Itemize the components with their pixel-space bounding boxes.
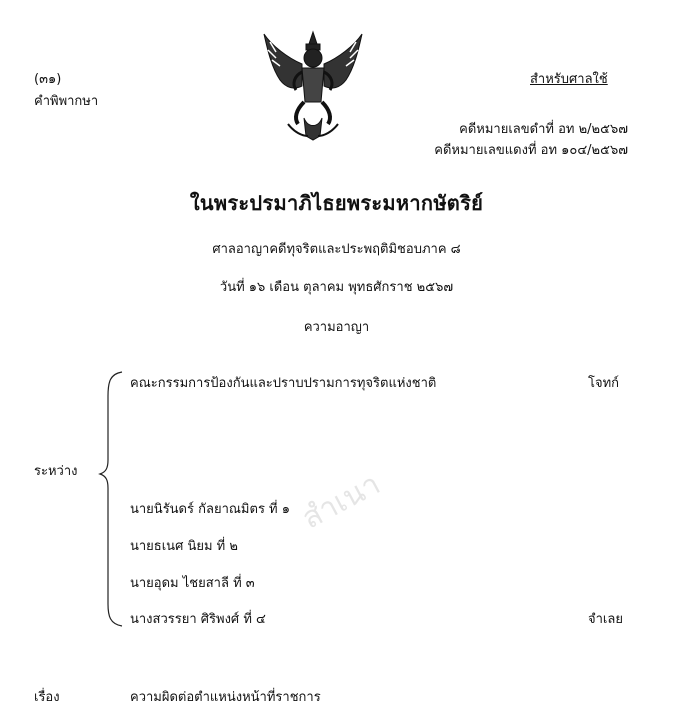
- subject-label: เรื่อง: [34, 690, 60, 705]
- defendant-4: นางสวรรยา ศิริพงศ์ ที่ ๔: [130, 612, 266, 627]
- court-use-label: สำหรับศาลใช้: [530, 72, 608, 87]
- garuda-emblem-icon: [258, 28, 368, 143]
- copy-watermark: สำเนา: [296, 466, 387, 537]
- defendant-3: นายอุดม ไชยสาลี ที่ ๓: [130, 576, 255, 591]
- between-label: ระหว่าง: [34, 464, 78, 479]
- form-number: (๓๑): [34, 72, 62, 87]
- court-name: ศาลอาญาคดีทุจริตและประพฤติมิชอบภาค ๘: [212, 242, 461, 257]
- page-title: ในพระปรมาภิไธยพระมหากษัตริย์: [189, 191, 484, 215]
- form-title: คำพิพากษา: [34, 94, 99, 109]
- defendant-role: จำเลย: [588, 612, 623, 627]
- subject-text: ความผิดต่อตำแหน่งหน้าที่ราชการ: [130, 690, 321, 705]
- plaintiff-name: คณะกรรมการป้องกันและปราบปรามการทุจริตแห่งชาติ: [130, 376, 437, 391]
- parties-brace: [98, 368, 128, 630]
- red-case-number: คดีหมายเลขแดงที่ อท ๑๐๔/๒๕๖๗: [434, 143, 628, 158]
- black-case-number: คดีหมายเลขดำที่ อท ๒/๒๕๖๗: [459, 122, 628, 137]
- case-type: ความอาญา: [303, 320, 370, 335]
- defendant-2: นายธเนศ นิยม ที่ ๒: [130, 539, 238, 554]
- defendant-1: นายนิรันดร์ กัลยาณมิตร ที่ ๑: [130, 502, 291, 517]
- plaintiff-role: โจทก์: [588, 376, 620, 391]
- date-line: วันที่ ๑๖ เดือน ตุลาคม พุทธศักราช ๒๕๖๗: [219, 280, 454, 295]
